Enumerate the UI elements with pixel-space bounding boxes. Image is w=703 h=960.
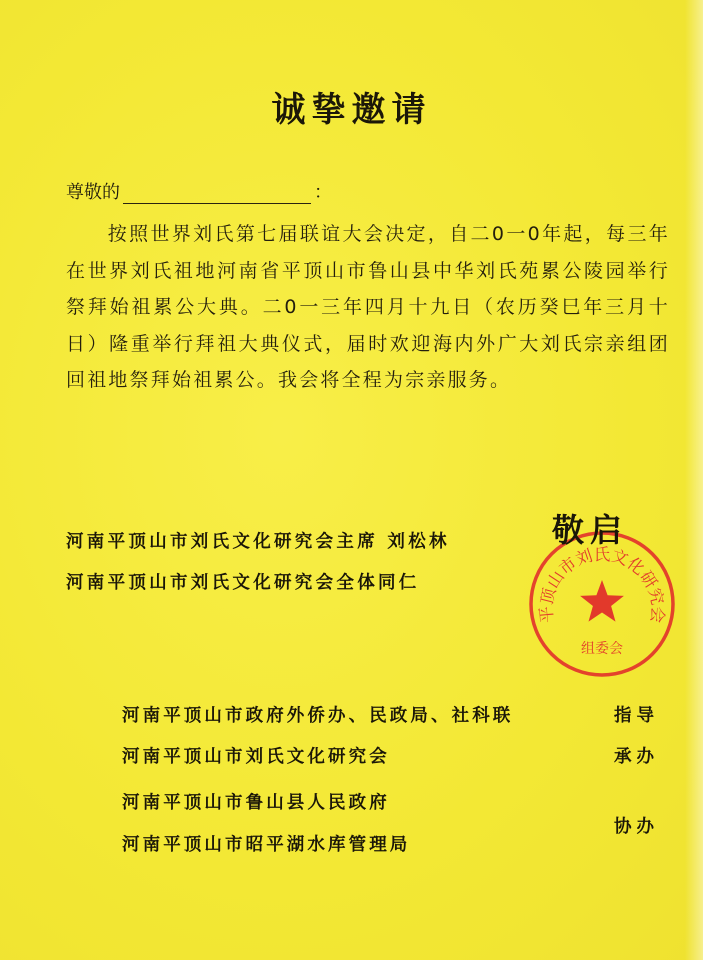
recipient-blank	[123, 183, 311, 204]
page-title: 诚挚邀请	[271, 90, 432, 130]
greeting-prefix: 尊敬的	[66, 182, 120, 203]
organizer-name: 河南平顶山市刘氏文化研究会	[122, 747, 390, 767]
organizer-role: 承办	[614, 747, 659, 767]
official-seal	[527, 529, 677, 679]
seal-ring-text: 平顶山市刘氏文化研究会	[536, 544, 668, 624]
organizer-name: 河南平顶山市鲁山县人民政府	[122, 793, 390, 813]
organizer-name: 河南平顶山市政府外侨办、民政局、社科联	[122, 706, 514, 726]
signature-colleagues: 河南平顶山市刘氏文化研究会全体同仁	[66, 573, 420, 593]
closing-salutation: 敬启	[552, 511, 629, 549]
organizer-role: 指导	[614, 706, 659, 726]
greeting-suffix: ：	[314, 182, 332, 203]
invitation-body: 按照世界刘氏第七届联谊大会决定，自二0一0年起，每三年在世界刘氏祖地河南省平顶山市鲁山县中华刘氏苑累公陵园举行祭拜始祖累公大典。二0一三年四月十九日（农历癸巳年三月十日）隆重举行拜祖大典仪式，届时欢迎海内外广大刘氏宗亲组团回祖地祭拜始祖累公。我会将全程为宗亲服务。	[66, 223, 670, 391]
star-icon	[580, 580, 624, 622]
organizer-name: 河南平顶山市昭平湖水库管理局	[122, 835, 411, 855]
seal-bottom-text: 组委会	[581, 641, 623, 657]
greeting-line	[66, 178, 332, 204]
paper-edge	[685, 0, 703, 960]
co-organizer-role: 协办	[614, 817, 659, 837]
signature-chairman: 河南平顶山市刘氏文化研究会主席 刘松林	[66, 532, 450, 552]
